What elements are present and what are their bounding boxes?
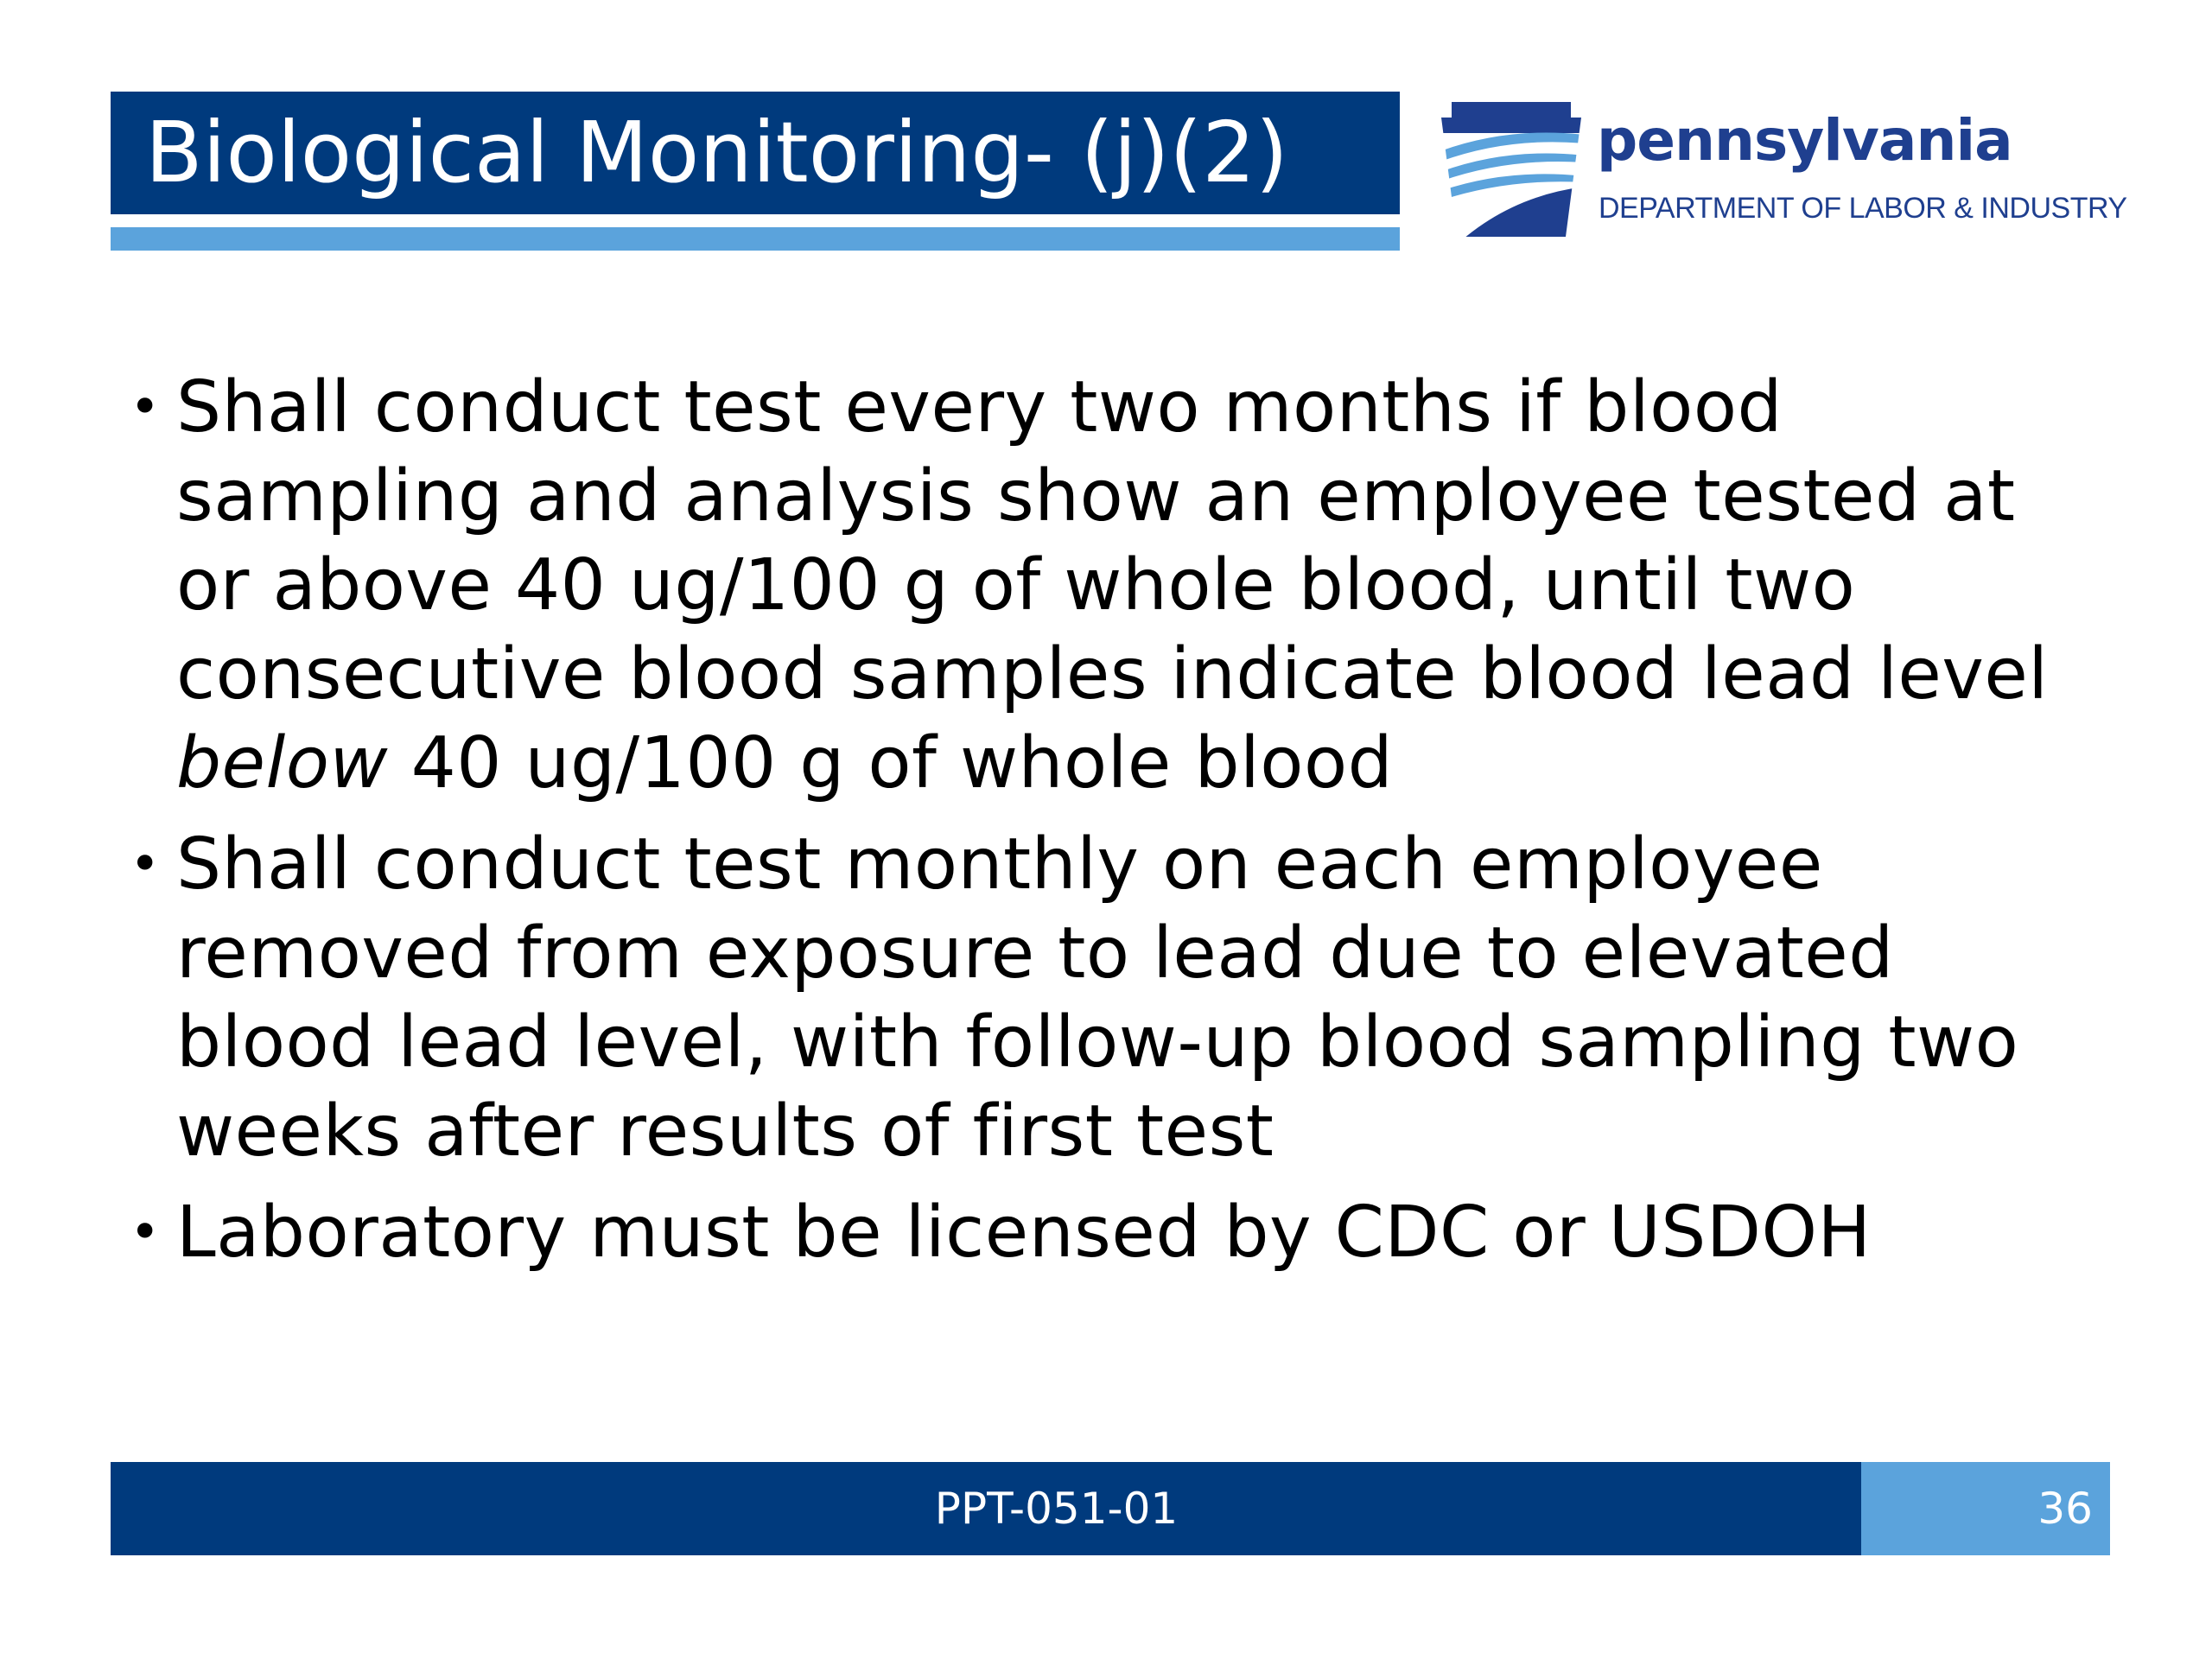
bullet-line: consecutive blood samples indicate blood lead level <box>176 633 2049 715</box>
bullet-item <box>130 1188 2117 1277</box>
title-bar <box>111 92 1400 214</box>
slide-title: Biological Monitoring- (j)(2) <box>145 104 1288 201</box>
bullet-line: Laboratory must be licensed by CDC or USDOH <box>176 1192 1872 1274</box>
bullet-icon: • <box>130 377 161 437</box>
keystone-icon <box>1438 100 1585 238</box>
page-number: 36 <box>2037 1484 2093 1534</box>
bullet-line: weeks after results of first test <box>176 1090 1274 1173</box>
bullet-line: Shall conduct test every two months if blood <box>176 366 1783 448</box>
bullet-line: or above 40 ug/100 g of whole blood, until two <box>176 544 1856 626</box>
bullet-line-rest: 40 ug/100 g of whole blood <box>388 722 1394 804</box>
bullet-line: blood lead level, with follow-up blood sampling two <box>176 1001 2019 1084</box>
footer-label-container <box>0 1462 2113 1555</box>
bullet-icon: • <box>130 834 161 894</box>
title-underline <box>111 227 1400 251</box>
bullet-line: Shall conduct test monthly on each employee <box>176 823 1823 906</box>
bullet-line: sampling and analysis show an employee tested at <box>176 455 2016 537</box>
bullet-line <box>176 719 2117 808</box>
emphasis-text: below <box>176 722 389 804</box>
logo-department: DEPARTMENT OF LABOR & INDUSTRY <box>1599 192 2127 225</box>
bullet-line: removed from exposure to lead due to elevated <box>176 912 1894 995</box>
logo-wordmark: pennsylvania <box>1597 107 2012 174</box>
bullet-item <box>130 820 2117 1176</box>
bullet-icon: • <box>130 1202 161 1262</box>
footer-code: PPT-051-01 <box>934 1484 1179 1534</box>
pa-labor-logo <box>1438 95 2129 246</box>
bullet-item <box>130 363 2117 808</box>
bullet-list <box>130 363 2117 1289</box>
